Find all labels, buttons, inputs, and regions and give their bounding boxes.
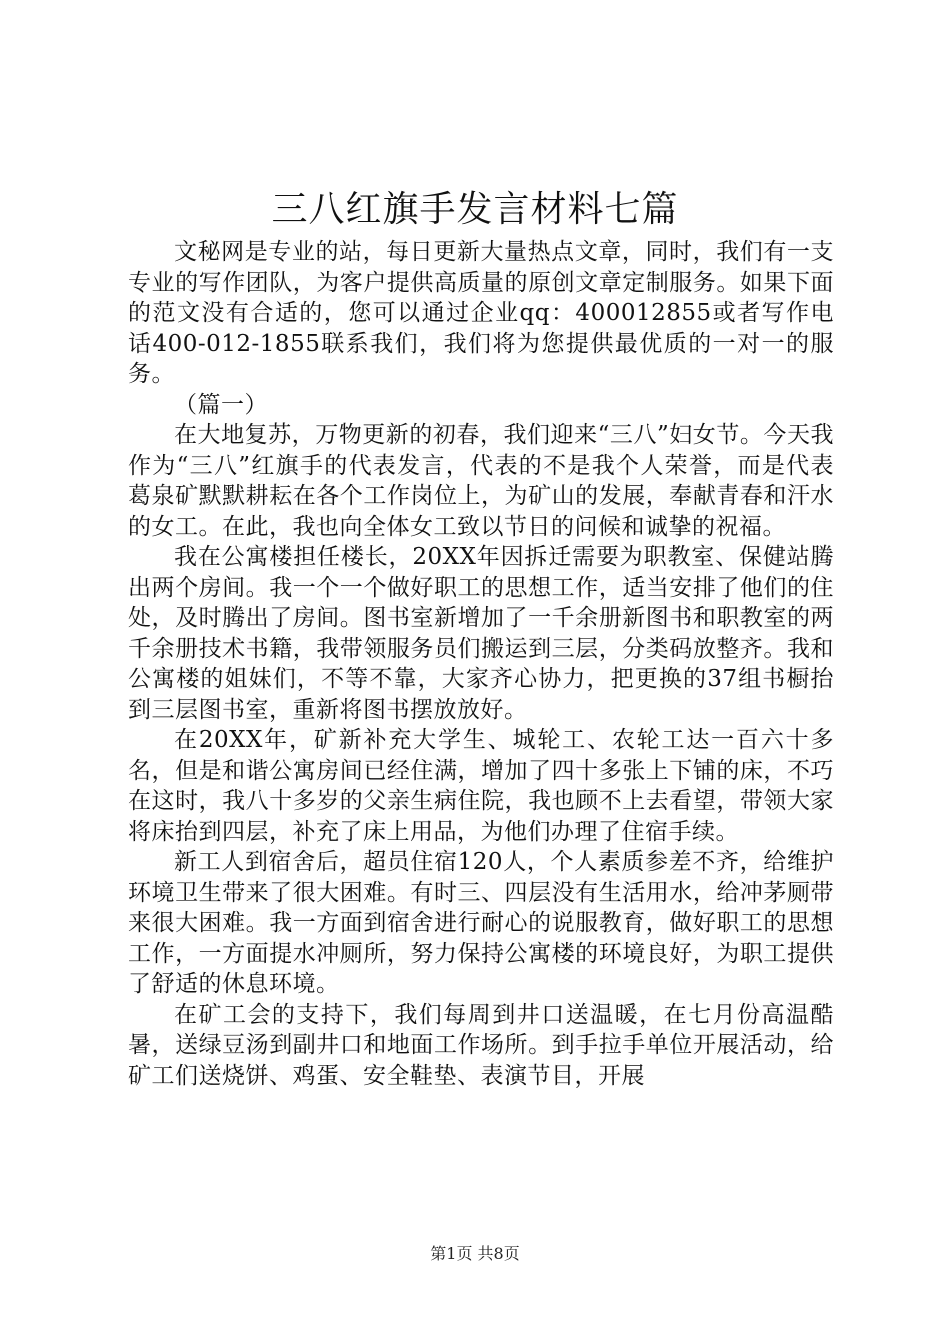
section-heading: （篇一） [174,391,268,418]
document-title: 三八红旗手发言材料七篇 [271,189,679,230]
document-body [128,237,834,1091]
body-paragraph: 在20XX年，矿新补充大学生、城轮工、农轮工达一百六十多名，但是和谐公寓房间已经住满，增加了四十多张上下铺的床，不巧在这时，我八十多岁的父亲生病住院，我也顾不上去看望，带领大家将床抬到四层，补充了床上用品，为他们办理了住宿手续。 [128,727,834,845]
body-paragraph: 我在公寓楼担任楼长，20XX年因拆迁需要为职教室、保健站腾出两个房间。我一个一个做好职工的思想工作，适当安排了他们的住处，及时腾出了房间。图书室新增加了一千余册新图书和职教室的两千余册技术书籍，我带领服务员们搬运到三层，分类码放整齐。我和公寓楼的姐妹们，不等不靠，大家齐心协力，把更换的37组书橱抬到三层图书室，重新将图书摆放放好。 [128,544,834,723]
body-paragraph: 新工人到宿舍后，超员住宿120人，个人素质参差不齐，给维护环境卫生带来了很大困难。有时三、四层没有生活用水，给冲茅厕带来很大困难。我一方面到宿舍进行耐心的说服教育，做好职工的思想工作，一方面提水冲厕所，努力保持公寓楼的环境良好，为职工提供了舒适的休息环境。 [128,849,834,997]
page-number-footer: 第1页 共8页 [430,1244,520,1263]
body-paragraph: 在大地复苏，万物更新的初春，我们迎来“三八”妇女节。今天我作为“三八”红旗手的代表发言，代表的不是我个人荣誉，而是代表葛泉矿默默耕耘在各个工作岗位上，为矿山的发展，奉献青春和汗水的女工。在此，我也向全体女工致以节日的问候和诚挚的祝福。 [128,422,834,540]
body-paragraph: 在矿工会的支持下，我们每周到井口送温暖，在七月份高温酷暑，送绿豆汤到副井口和地面工作场所。到手拉手单位开展活动，给矿工们送烧饼、鸡蛋、安全鞋垫、表演节目，开展 [128,1001,834,1089]
intro-paragraph: 文秘网是专业的站，每日更新大量热点文章，同时，我们有一支专业的写作团队，为客户提供高质量的原创文章定制服务。如果下面的范文没有合适的，您可以通过企业qq：400012855或者写作电话400-012-1855联系我们，我们将为您提供最优质的一对一的服务。 [128,239,834,387]
